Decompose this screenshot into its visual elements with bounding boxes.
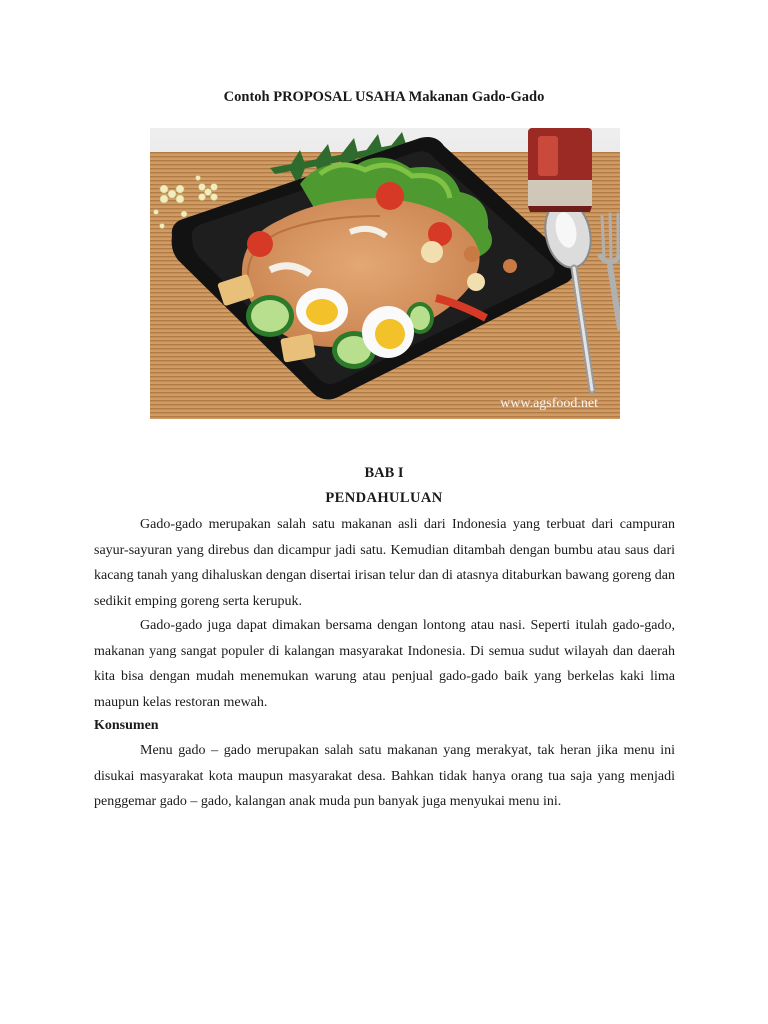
photo-watermark: www.agsfood.net [500,396,598,411]
paragraph-serving [94,613,675,715]
paragraph-intro [94,512,675,614]
chapter-number: BAB I [364,465,404,481]
document-title: Contoh PROPOSAL USAHA Makanan Gado-Gado [223,89,545,105]
chapter-title: PENDAHULUAN [325,490,443,506]
gado-gado-photo [150,128,620,419]
bottle-icon [528,128,592,212]
paragraph-konsumen [94,738,675,815]
paragraph-text: Gado-gado merupakan salah satu makanan asli dari Indonesia yang terbuat dari campuran sayur-sayuran yang direbus dan dicampur jadi satu. Kemudian ditambah dengan bumbu atau saus dari kacang tanah yang dihaluskan dengan disertai irisan telur dan di atasnya ditaburkan bawang goreng dan sedikit emping goreng serta kerupuk. [94,517,675,609]
paragraph-text: Menu gado – gado merupakan salah satu makanan yang merakyat, tak heran jika menu ini disukai masyarakat kota maupun masyarakat desa. Bahkan tidak hanya orang tua saja yang menjadi penggemar gado – gado, kalangan anak muda pun banyak juga menyukai menu ini. [94,743,675,809]
paragraph-text: Gado-gado juga dapat dimakan bersama dengan lontong atau nasi. Seperti itulah gado-gado, makanan yang sangat populer di kalangan masyarakat Indonesia. Di semua sudut wilayah dan daerah kita bisa dengan mudah menemukan warung atau penjual gado-gado baik yang berkelas kaki lima maupun kelas restoran mewah. [94,618,675,710]
section-heading-konsumen: Konsumen [94,718,159,733]
